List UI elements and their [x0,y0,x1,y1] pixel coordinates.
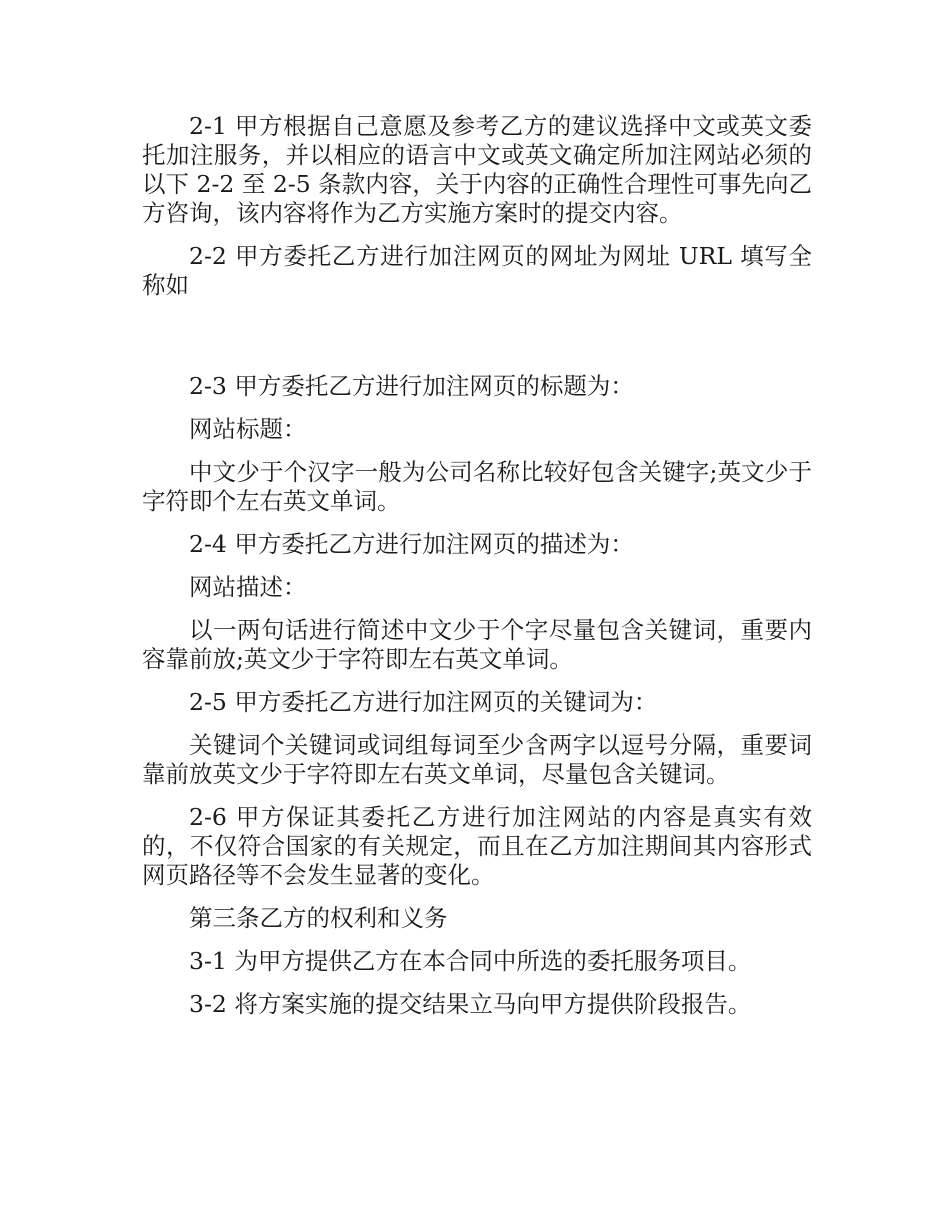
clause-2-4: 2-4 甲方委托乙方进行加注网页的描述为： [189,530,634,558]
website-description-label: 网站描述： [189,573,307,601]
clause-2-6: 2-6 甲方保证其委托乙方进行加注网站的内容是真实有效的，不仅符合国家的有关规定，而且在乙方加注期间其内容形式网页路径等不会发生显著的变化。 [142,803,812,889]
website-title-guidance: 中文少于个汉字一般为公司名称比较好包含关键字;英文少于字符即个左右英文单词。 [142,458,812,515]
clause-3-2: 3-2 将方案实施的提交结果立马向甲方提供阶段报告。 [189,990,752,1018]
website-description-guidance: 以一两句话进行简述中文少于个字尽量包含关键词，重要内容靠前放;英文少于字符即左右英文单词。 [142,616,812,673]
clause-2-5: 2-5 甲方委托乙方进行加注网页的关键词为： [189,688,658,716]
section-heading-article-3: 第三条乙方的权利和义务 [189,904,448,932]
website-title-label: 网站标题： [189,415,307,443]
clause-3-1: 3-1 为甲方提供乙方在本合同中所选的委托服务项目。 [189,947,752,975]
clause-2-2: 2-2 甲方委托乙方进行加注网页的网址为网址 URL 填写全称如 [142,242,812,299]
clause-2-1: 2-1 甲方根据自己意愿及参考乙方的建议选择中文或英文委托加注服务，并以相应的语言中文或英文确定所加注网站必须的以下 2-2 至 2-5 条款内容，关于内容的正确性合理性可事先向乙方咨询，该内容将作为乙方实施方案时的提交内容。 [142,112,812,227]
keywords-guidance: 关键词个关键词或词组每词至少含两字以逗号分隔，重要词靠前放英文少于字符即左右英文单词，尽量包含关键词。 [142,731,812,788]
document-body [142,112,812,1033]
clause-2-3: 2-3 甲方委托乙方进行加注网页的标题为： [189,372,634,400]
